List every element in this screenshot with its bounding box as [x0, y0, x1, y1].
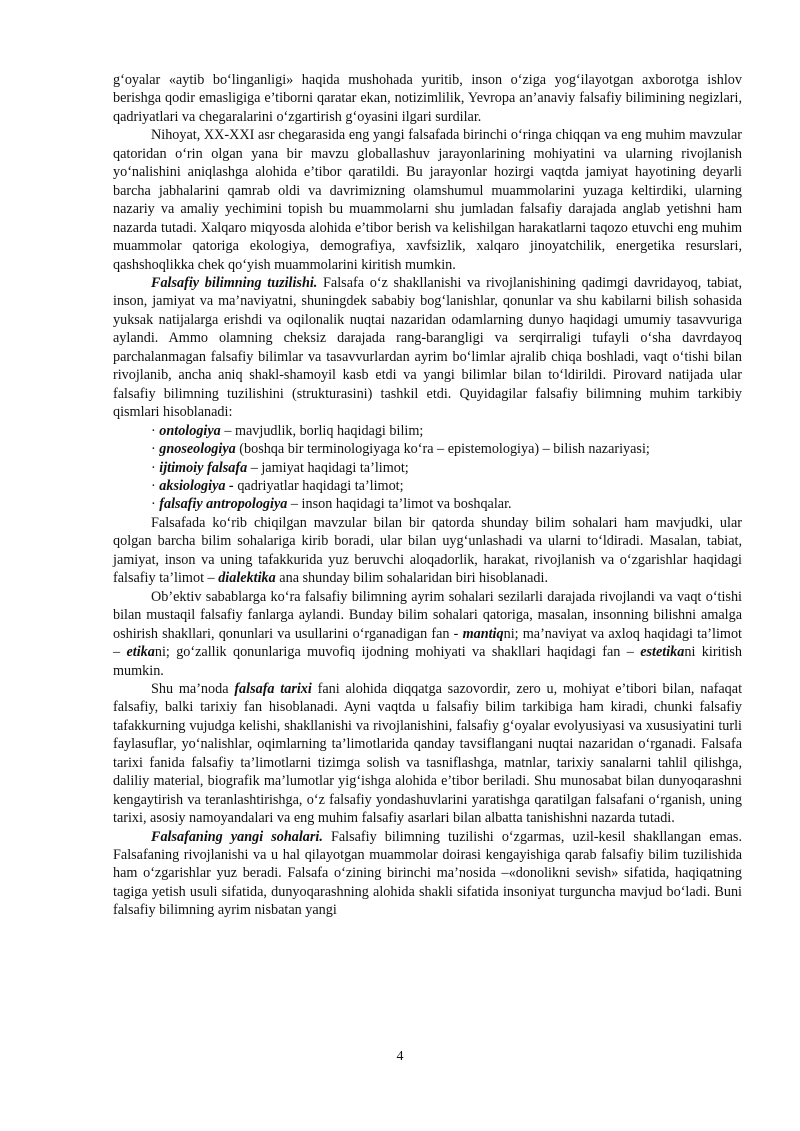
paragraph	[113, 828, 742, 920]
paragraph: g‘oyalar «aytib bo‘linganligi» haqida mushohada yuritib, inson o‘ziga yog‘ilayotgan axborotga ishlov berishga qodir emasligiga e’tiborni qaratar ekan, notizimlilik, Yevropa an’anaviy falsafiy bilimining negizlari, qadriyatlari va chegaralarini o‘zgartirish g‘oyasini ilgari surdilar.	[113, 72, 742, 125]
page-number: 4	[396, 1049, 404, 1064]
list-item	[113, 422, 742, 440]
component-list	[113, 422, 742, 514]
paragraph: Ob’ektiv sabablarga ko‘ra falsafiy bilimning ayrim sohalari sezilarli darajada rivojlandi va vaqt o‘tishi bilan mustaqil falsafiy fanlarga aylandi. Bunday bilim sohalari qatoriga, masalan, insonning bilishni amalga oshirish shakllari, qonunlari va usullarini o‘rganadigan fan - mantiqni; ma’naviyat va axloq haqidagi ta’limot – etikani; go‘zallik qonunlariga muvofiq ijodning mohiyati va shakllari haqidagi fan – estetikani kiritish mumkin.	[113, 588, 742, 679]
section-heading: Falsafaning yangi sohalari.	[151, 828, 323, 845]
list-item	[113, 459, 742, 477]
paragraph: Shu ma’noda falsafa tarixi fani alohida diqqatga sazovordir, zero u, mohiyat e’tibori bilan, nafaqat falsafiy, balki tarixiy fan hisoblanadi. Ayni vaqtda u falsafiy bilim tarkibiga ham kiradi, chunki falsafiy tafakkurning vujudga kelishi, shakllanishi va rivojlanishini, falsafiy g‘oyalar evolyusiyasi va xususiyatini turli faylasuflar, yo‘nalishlar, oqimlarning ta’limotlarida qanday tavsiflangani nuqtai nazaridan o‘rganadi. Falsafa tarixi fanida falsafiy ta’limotlarni tizimga solish va tasniflashga, matnlar, tarixiy sanalarni tahlil qilishga, daliliy material, biografik ma’lumotlar yig‘ishga alohida e’tibor beriladi. Shu munosabat bilan dunyoqarashni kengaytirish va teranlashtirishga, o‘z falsafiy yondashuvlarini yaratishga qaratilgan falsafani o‘rganish, uning tarixi, asosiy namoyandalari va eng muhim falsafiy asarlari bilan albatta tanishishni nazarda tutadi.	[113, 680, 743, 827]
document-body	[113, 71, 742, 920]
section-heading: Falsafiy bilimning tuzilishi.	[151, 274, 318, 291]
list-item	[113, 495, 742, 513]
list-term: falsafiy antropologiya	[159, 496, 288, 513]
term-falsafa-tarixi: falsafa tarixi	[234, 680, 312, 697]
paragraph-text: Falsafa o‘z shakllanishi va rivojlanishining qadimgi davridayoq, tabiat, inson, jamiyat va ma’naviyatni, shuningdek sababiy bog‘lanishlar, qonunlar va shu kabilarni bilish sohasida yuksak natijalarga erishdi va oqilonalik nuqtai nazaridan odamlarning dunyo haqidagi umumiy tasavvuriga aylandi. Ammo olamning cheksiz darajada rang-barangligi va serqirraligi tufayli o‘sha davrdayoq parchalanmagan falsafiy bilimlar va tasavvurlardan ayrim bo‘limlar ajralib chiqa boshladi, vaqt o‘tishi bilan rivojlanib, ancha aniq shakl-shamoyil kasb etdi va yangi bilimlar bilan to‘ldirildi. Pirovard natijada ular falsafiy bilimning tuzilishini (strukturasini) tashkil etdi. Quyidagilar falsafiy bilimning muhim tarkibiy qismlari hisoblanadi:	[113, 274, 742, 421]
paragraph-text: Falsafiy bilimning tuzilishi o‘zgarmas, uzil-kesil shakllangan emas. Falsafaning rivojlanishi va u hal qilayotgan muammolar doirasi kengayishiga qarab falsafiy bilim tuzilishida ham o‘zgarishlar yuz beradi. Falsafa o‘zining birinchi ma’nosida –«donolikni sevish» sifatida, haqiqatning tagiga yetish usuli sifatida, dunyoqarashning alohida shakli sifatida insoniyat turguncha mavjud bo‘ladi. Buni falsafiy bilimning ayrim nisbatan yangi	[113, 828, 742, 919]
list-bullet: ·	[151, 477, 156, 494]
paragraph	[113, 274, 742, 422]
list-text: qadriyatlar haqidagi ta’limot;	[233, 477, 404, 494]
list-bullet: ·	[151, 496, 156, 513]
term-etika: etika	[126, 644, 155, 661]
list-text: – jamiyat haqidagi ta’limot;	[247, 459, 409, 476]
paragraph: Nihoyat, XX-XXI asr chegarasida eng yangi falsafada birinchi o‘ringa chiqqan va eng muhim mavzular qatoridan o‘rin olgan yana bir mavzu globallashuv jarayonlarining mohiyatini va ularning rivojlanish yo‘nalishini aniqlashga alohida e’tibor qaratildi. Bu jarayonlar hozirgi vaqtda jamiyat hayotining deyarli barcha jabhalarini qamrab oldi va davrimizning olamshumul muammolarini yuzaga keltirdiki, ularning nazariy va amaliy yechimini topish bu muammolarni shu jumladan falsafiy darajada anglab yetishni ham nazarda tutadi. Xalqaro miqyosda alohida e’tibor berish va kelishilgan harakatlarni taqozo etuvchi eng muhim muammolar qatoriga ekologiya, demografiya, xavfsizlik, xalqaro jinoyatchilik, energetika resurslari, qashshoqlikka chek qo‘yish muammolarini kiritish mumkin.	[113, 127, 742, 273]
list-bullet: ·	[151, 422, 156, 439]
list-item	[113, 477, 742, 495]
list-text: (boshqa bir terminologiyaga ko‘ra – epistemologiya) – bilish nazariyasi;	[235, 441, 650, 458]
list-text: – mavjudlik, borliq haqidagi bilim;	[220, 422, 424, 439]
list-term: aksiologiya -	[159, 477, 234, 494]
list-text: – inson haqidagi ta’limot va boshqalar.	[287, 496, 512, 513]
list-bullet: ·	[151, 441, 156, 458]
term-dialektika: dialektika	[218, 570, 276, 587]
list-bullet: ·	[151, 459, 156, 476]
term-estetika: estetika	[640, 644, 685, 661]
list-term: gnoseologiya	[159, 441, 236, 458]
list-term: ijtimoiy falsafa	[159, 459, 248, 476]
paragraph: Falsafada ko‘rib chiqilgan mavzular bilan bir qatorda shunday bilim sohalari ham mavjudki, ular qolgan barcha bilim sohalariga kirib boradi, ular bilan uyg‘unlashadi va ularni to‘ldiradi. Masalan, tabiat, jamiyat, inson va uning tafakkurida yuz beruvchi aloqadorlik, harakat, rivojlanish va o‘zgarishlar haqidagi falsafiy ta’limot – dialektika ana shunday bilim sohalaridan biri hisoblanadi.	[113, 514, 742, 587]
list-item	[113, 440, 742, 458]
term-mantiq: mantiq	[462, 625, 504, 642]
list-term: ontologiya	[159, 422, 221, 439]
